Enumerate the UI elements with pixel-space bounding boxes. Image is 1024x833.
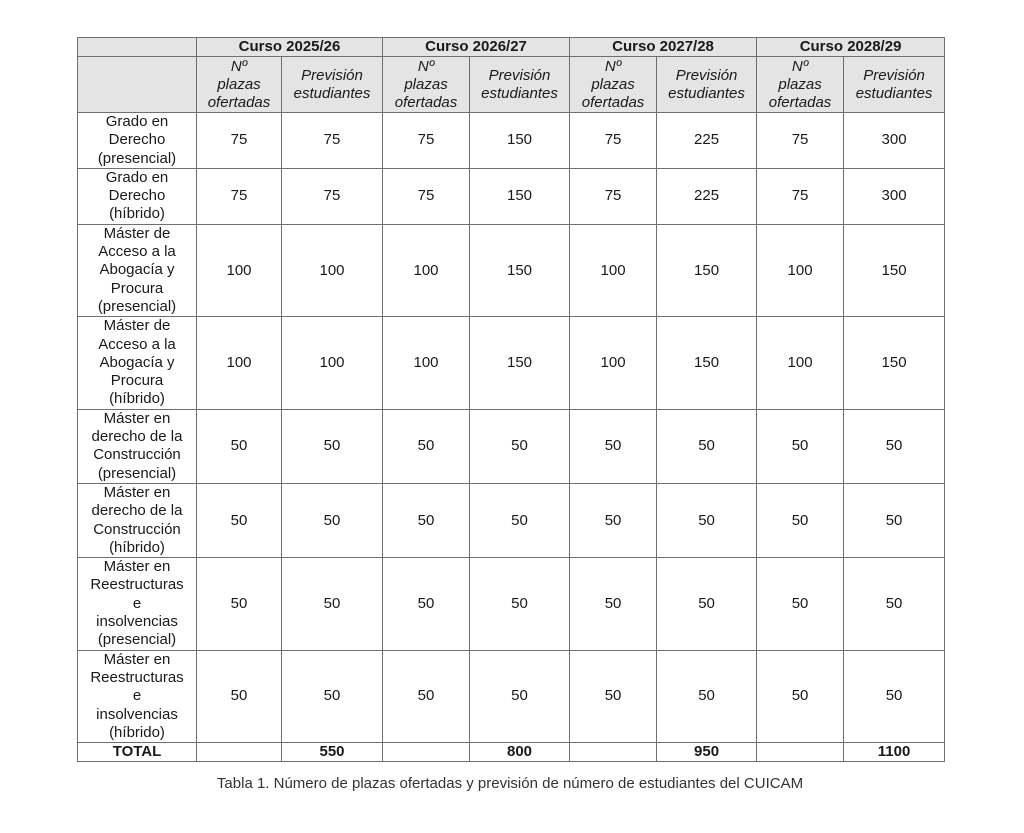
plazas-value-cell: 75: [197, 113, 282, 169]
total-row: [78, 743, 945, 762]
program-name-line: (híbrido): [109, 723, 165, 741]
plazas-value-cell: 100: [757, 224, 844, 316]
program-name-cell: [78, 113, 197, 169]
program-name-line: (presencial): [97, 297, 177, 315]
prevision-value-cell: 225: [657, 168, 757, 224]
prevision-value-cell: 150: [657, 317, 757, 409]
plazas-ofertadas-header: [197, 57, 282, 113]
plazas-table: [77, 37, 945, 762]
total-value-cell: 950: [657, 743, 757, 762]
program-name-line: (presencial): [97, 464, 177, 482]
total-value-cell: [757, 743, 844, 762]
plazas-value-cell: 75: [570, 168, 657, 224]
plazas-value-cell: 100: [570, 317, 657, 409]
plazas-value-cell: 100: [757, 317, 844, 409]
program-name-line: insolvencias: [96, 613, 178, 631]
subheader-line: Previsión: [488, 66, 551, 84]
total-value-cell: [197, 743, 282, 762]
table-row: [78, 113, 945, 169]
prevision-value-cell: 50: [844, 558, 945, 650]
subheader-line: Previsión: [301, 66, 363, 84]
prevision-value-cell: 300: [844, 113, 945, 169]
program-name-line: Abogacía y: [99, 261, 175, 279]
program-name-line: (híbrido): [109, 538, 165, 556]
subheader-line: Nº: [604, 57, 622, 75]
program-name-line: Máster en: [103, 483, 171, 501]
program-name-cell: [78, 168, 197, 224]
prevision-value-cell: 50: [844, 483, 945, 557]
program-name-line: Máster en: [103, 650, 171, 668]
plazas-value-cell: 50: [383, 483, 470, 557]
total-label: TOTAL: [78, 743, 197, 762]
course-header: Curso 2027/28: [570, 38, 757, 57]
program-name-cell: [78, 409, 197, 483]
plazas-value-cell: 50: [757, 558, 844, 650]
program-name-line: derecho de la: [91, 502, 183, 520]
plazas-value-cell: 100: [383, 224, 470, 316]
plazas-value-cell: 100: [570, 224, 657, 316]
total-value-cell: [570, 743, 657, 762]
plazas-value-cell: 50: [197, 558, 282, 650]
plazas-ofertadas-header: [757, 57, 844, 113]
plazas-value-cell: 50: [383, 558, 470, 650]
subheader-line: ofertadas: [768, 93, 832, 111]
total-value-cell: [383, 743, 470, 762]
course-header: Curso 2025/26: [197, 38, 383, 57]
program-name-line: Reestructuras: [90, 668, 184, 686]
prevision-value-cell: 150: [470, 224, 570, 316]
prevision-value-cell: 50: [844, 650, 945, 742]
plazas-value-cell: 100: [197, 224, 282, 316]
program-name-cell: [78, 650, 197, 742]
subheader-line: Previsión: [675, 66, 738, 84]
subheader-line: estudiantes: [855, 84, 933, 102]
plazas-value-cell: 75: [570, 113, 657, 169]
prevision-value-cell: 150: [844, 224, 945, 316]
prevision-estudiantes-header: [657, 57, 757, 113]
table-row: [78, 483, 945, 557]
subheader-line: Previsión: [863, 66, 925, 84]
prevision-value-cell: 300: [844, 168, 945, 224]
table-row: [78, 168, 945, 224]
prevision-value-cell: 50: [657, 483, 757, 557]
program-name-line: Acceso a la: [98, 335, 176, 353]
subheader-line: estudiantes: [293, 84, 371, 102]
plazas-value-cell: 50: [570, 558, 657, 650]
program-name-line: Acceso a la: [98, 243, 176, 261]
total-value-cell: 550: [282, 743, 383, 762]
prevision-value-cell: 50: [282, 483, 383, 557]
program-name-line: Reestructuras: [90, 576, 184, 594]
corner-cell: [78, 38, 197, 57]
prevision-estudiantes-header: [282, 57, 383, 113]
program-name-line: Máster en: [103, 409, 171, 427]
plazas-value-cell: 75: [383, 113, 470, 169]
total-value-cell: 800: [470, 743, 570, 762]
program-name-line: e: [132, 687, 142, 705]
prevision-value-cell: 75: [282, 113, 383, 169]
subheader-line: plazas: [404, 75, 448, 93]
program-name-line: Construcción: [93, 520, 181, 538]
prevision-value-cell: 75: [282, 168, 383, 224]
prevision-value-cell: 50: [657, 650, 757, 742]
subheader-line: ofertadas: [207, 93, 271, 111]
total-value-cell: 1100: [844, 743, 945, 762]
course-header: Curso 2026/27: [383, 38, 570, 57]
plazas-value-cell: 50: [197, 483, 282, 557]
subheader-line: plazas: [778, 75, 822, 93]
subheader-line: Nº: [417, 57, 435, 75]
program-name-line: Procura: [110, 279, 164, 297]
plazas-value-cell: 50: [383, 409, 470, 483]
plazas-value-cell: 50: [197, 409, 282, 483]
plazas-ofertadas-header: [570, 57, 657, 113]
plazas-value-cell: 50: [757, 483, 844, 557]
subheader-line: estudiantes: [668, 84, 745, 102]
table-row: [78, 224, 945, 316]
program-name-line: e: [132, 594, 142, 612]
prevision-value-cell: 50: [282, 409, 383, 483]
table-row: [78, 558, 945, 650]
prevision-value-cell: 50: [657, 558, 757, 650]
corner-cell: [78, 57, 197, 113]
prevision-value-cell: 150: [470, 113, 570, 169]
program-name-line: (híbrido): [109, 205, 165, 223]
program-name-line: Abogacía y: [99, 353, 175, 371]
prevision-value-cell: 50: [844, 409, 945, 483]
prevision-value-cell: 100: [282, 317, 383, 409]
program-name-line: Construcción: [93, 446, 181, 464]
table-row: [78, 317, 945, 409]
prevision-estudiantes-header: [844, 57, 945, 113]
program-name-line: Derecho: [108, 187, 166, 205]
program-name-line: (presencial): [97, 149, 177, 167]
prevision-value-cell: 50: [470, 650, 570, 742]
plazas-value-cell: 50: [570, 409, 657, 483]
prevision-value-cell: 50: [282, 650, 383, 742]
plazas-value-cell: 75: [197, 168, 282, 224]
subheader-line: estudiantes: [481, 84, 558, 102]
plazas-value-cell: 50: [383, 650, 470, 742]
prevision-value-cell: 50: [470, 409, 570, 483]
program-name-line: derecho de la: [91, 428, 183, 446]
plazas-value-cell: 100: [197, 317, 282, 409]
subheader-line: Nº: [230, 57, 248, 75]
program-name-line: Grado en: [105, 168, 169, 186]
plazas-value-cell: 50: [757, 650, 844, 742]
program-name-line: insolvencias: [96, 705, 178, 723]
program-name-line: Máster en: [103, 558, 171, 576]
subheader-line: ofertadas: [581, 93, 645, 111]
program-name-line: Grado en: [105, 113, 169, 130]
program-name-line: Derecho: [108, 131, 166, 149]
plazas-value-cell: 50: [570, 650, 657, 742]
course-header-row: [78, 38, 945, 57]
program-name-line: Procura: [110, 372, 164, 390]
course-header: Curso 2028/29: [757, 38, 945, 57]
plazas-value-cell: 75: [757, 113, 844, 169]
prevision-value-cell: 50: [282, 558, 383, 650]
program-name-line: Máster de: [103, 317, 171, 335]
subheader-line: Nº: [791, 57, 809, 75]
subheader-line: plazas: [591, 75, 635, 93]
plazas-ofertadas-header: [383, 57, 470, 113]
subheader-row: [78, 57, 945, 113]
program-name-cell: [78, 483, 197, 557]
prevision-value-cell: 100: [282, 224, 383, 316]
program-name-line: (presencial): [97, 631, 177, 649]
prevision-estudiantes-header: [470, 57, 570, 113]
table-caption: Tabla 1. Número de plazas ofertadas y previsión de número de estudiantes del CUICAM: [216, 775, 804, 792]
prevision-value-cell: 50: [470, 483, 570, 557]
prevision-value-cell: 50: [470, 558, 570, 650]
prevision-value-cell: 150: [470, 317, 570, 409]
prevision-value-cell: 150: [844, 317, 945, 409]
subheader-line: plazas: [217, 75, 261, 93]
program-name-cell: [78, 317, 197, 409]
program-name-cell: [78, 224, 197, 316]
plazas-value-cell: 50: [757, 409, 844, 483]
program-name-cell: [78, 558, 197, 650]
plazas-value-cell: 100: [383, 317, 470, 409]
program-name-line: Máster de: [103, 224, 171, 242]
table-row: [78, 650, 945, 742]
plazas-value-cell: 75: [383, 168, 470, 224]
prevision-value-cell: 150: [657, 224, 757, 316]
plazas-value-cell: 50: [197, 650, 282, 742]
subheader-line: ofertadas: [394, 93, 458, 111]
prevision-value-cell: 225: [657, 113, 757, 169]
prevision-value-cell: 150: [470, 168, 570, 224]
program-name-line: (híbrido): [109, 390, 165, 408]
plazas-value-cell: 75: [757, 168, 844, 224]
plazas-value-cell: 50: [570, 483, 657, 557]
prevision-value-cell: 50: [657, 409, 757, 483]
table-row: [78, 409, 945, 483]
